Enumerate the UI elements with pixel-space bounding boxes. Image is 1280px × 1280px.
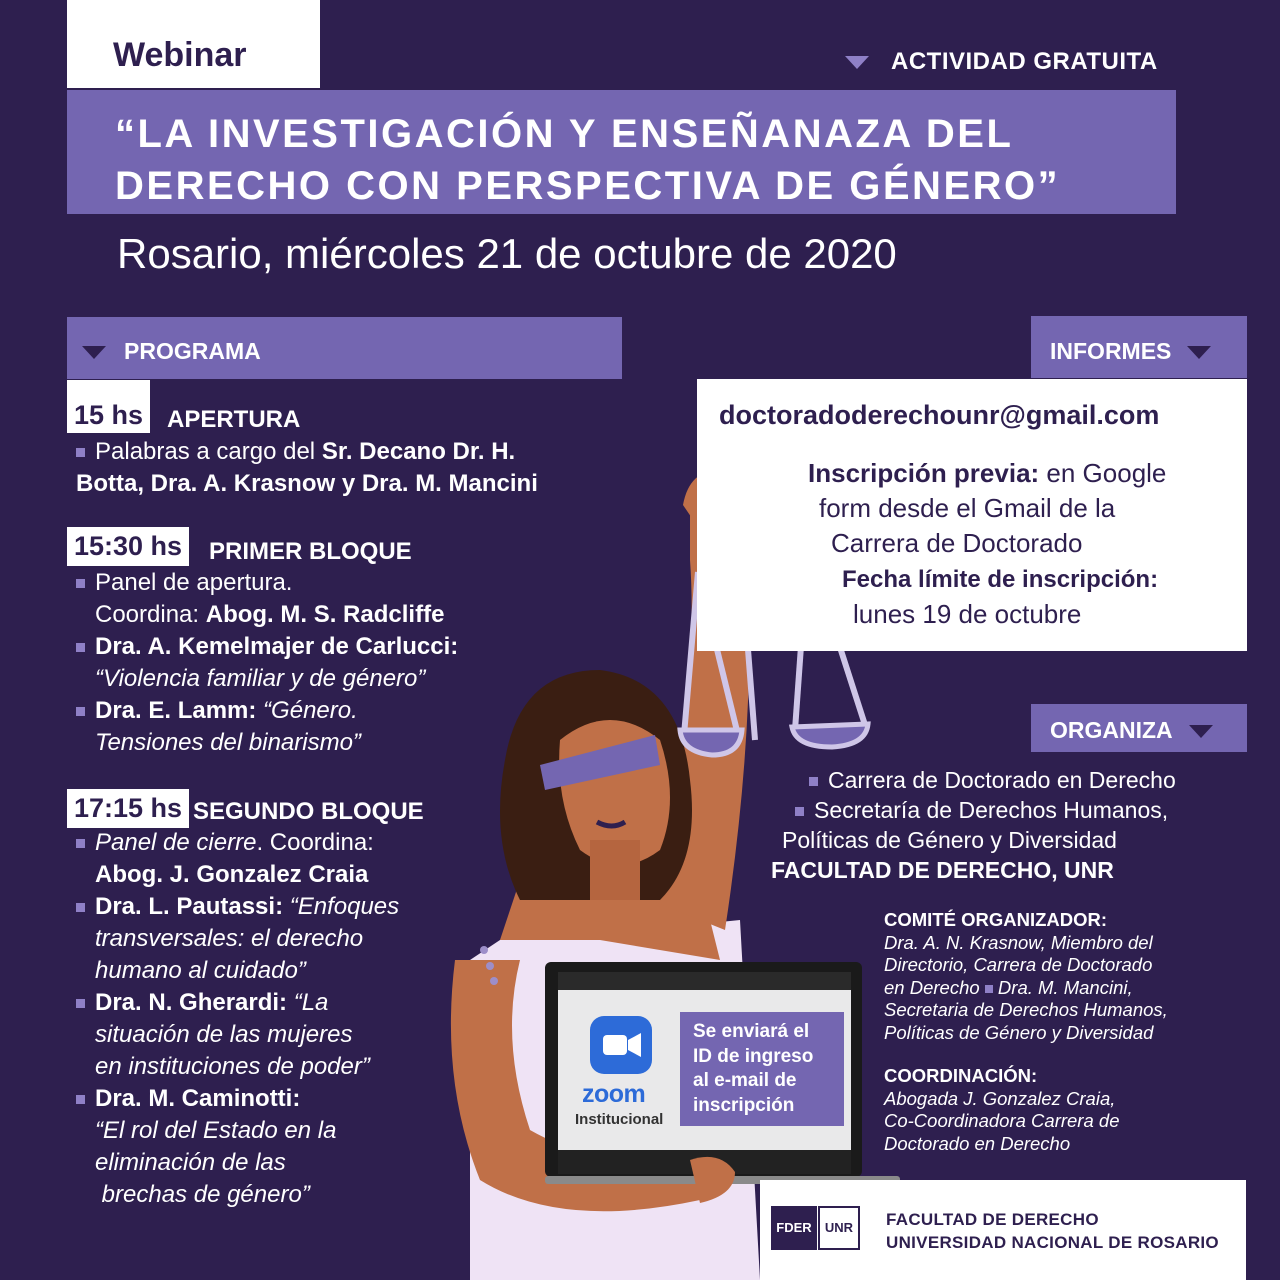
- laptop-titlebar: [558, 972, 851, 990]
- title-line-1: “LA INVESTIGACIÓN Y ENSEÑANAZA DEL: [115, 112, 1014, 156]
- bullet-icon: [76, 448, 85, 457]
- bullet-icon: [76, 1095, 85, 1104]
- inscripcion-line-3: Carrera de Doctorado: [831, 528, 1083, 558]
- bullet-icon: [76, 707, 85, 716]
- list-item: [76, 695, 458, 727]
- programa-label-text: PROGRAMA: [124, 338, 261, 364]
- list-item: [76, 631, 458, 663]
- list-item: [76, 987, 399, 1019]
- list-item: [76, 567, 458, 599]
- organiza-item-text: Secretaría de Derechos Humanos,: [814, 797, 1169, 823]
- fecha-limite-label: [842, 562, 1158, 597]
- segundo-bloque-list: [76, 827, 399, 1211]
- item-italic: eliminación de las: [95, 1149, 286, 1176]
- inscripcion-rest: en Google: [1039, 458, 1167, 488]
- apertura-text: [76, 436, 538, 500]
- contact-email[interactable]: doctoradoderechounr@gmail.com: [719, 400, 1160, 430]
- unr-logo: UNR: [818, 1206, 860, 1250]
- bullet-icon: [76, 643, 85, 652]
- triangle-down-icon: [1187, 346, 1211, 359]
- comite-line: Políticas de Género y Diversidad: [884, 1021, 1154, 1043]
- bullet-icon: [76, 839, 85, 848]
- item-text: Panel de apertura.: [95, 569, 293, 596]
- triangle-down-icon: [845, 56, 869, 69]
- item-bold: Abog. M. S. Radcliffe: [205, 601, 445, 628]
- footer-line-1: FACULTAD DE DERECHO: [886, 1210, 1099, 1229]
- zoom-message-line: ID de ingreso: [693, 1045, 814, 1067]
- informes-label-text: INFORMES: [1050, 338, 1172, 364]
- item-italic: “La: [287, 989, 329, 1016]
- comite-text: en Derecho: [884, 976, 985, 998]
- coordinacion-line: Co-Coordinadora Carrera de: [884, 1110, 1120, 1131]
- item-italic: “Enfoques: [283, 893, 400, 920]
- event-date: Rosario, miércoles 21 de octubre de 2020: [117, 230, 897, 277]
- bullet-icon: [795, 807, 804, 816]
- block-title-segundo: SEGUNDO BLOQUE: [193, 798, 424, 825]
- title-line-2: DERECHO CON PERSPECTIVA DE GÉNERO”: [115, 164, 1061, 208]
- list-item-cont: [76, 1115, 399, 1147]
- comite-line: Secretaria de Derechos Humanos,: [884, 999, 1168, 1020]
- list-item-cont: [76, 1051, 399, 1083]
- item-italic: Panel de cierre: [95, 829, 257, 856]
- organiza-item-2-cont: Políticas de Género y Diversidad: [782, 827, 1117, 853]
- dress-dot: [480, 946, 488, 954]
- item-italic: “Género.: [256, 697, 358, 724]
- item-text: . Coordina:: [256, 829, 374, 856]
- inscripcion-bold: Inscripción previa:: [808, 458, 1040, 488]
- item-italic: transversales: el derecho: [95, 925, 364, 952]
- organiza-item-text: Carrera de Doctorado en Derecho: [828, 767, 1176, 793]
- item-italic: humano al cuidado”: [95, 957, 306, 984]
- inscripcion-line-2: form desde el Gmail de la: [819, 493, 1116, 523]
- item-bold: Dra. L. Pautassi:: [95, 893, 284, 920]
- footer-line-2: UNIVERSIDAD NACIONAL DE ROSARIO: [886, 1233, 1219, 1252]
- bullet-icon: [985, 985, 993, 993]
- free-activity-label: [845, 48, 1158, 76]
- list-item-cont: [76, 727, 458, 759]
- webinar-label: Webinar: [113, 36, 247, 74]
- comite-line: Directorio, Carrera de Doctorado: [884, 954, 1153, 975]
- zoom-message-line: al e-mail de: [693, 1070, 797, 1091]
- list-item-cont: [76, 663, 458, 695]
- zoom-message-line: Se enviará el: [693, 1021, 810, 1042]
- apertura-bold-2: Botta, Dra. A. Krasnow y Dra. M. Mancini: [76, 470, 538, 497]
- item-bold: Abog. J. Gonzalez Craia: [95, 861, 369, 888]
- coordinacion-title: COORDINACIÓN:: [884, 1065, 1038, 1086]
- neck-shape: [590, 840, 640, 900]
- zoom-message-line: inscripción: [693, 1094, 795, 1116]
- coordinacion-line: Abogada J. Gonzalez Craia,: [884, 1087, 1116, 1109]
- dress-dot: [490, 977, 498, 985]
- bullet-icon: [76, 579, 85, 588]
- comite-text: Dra. M. Mancini,: [992, 976, 1133, 998]
- block-title-primer: PRIMER BLOQUE: [209, 538, 412, 565]
- item-bold: Dra. M. Caminotti:: [95, 1085, 301, 1112]
- zoom-camera-body: [603, 1035, 627, 1055]
- organiza-label-text: ORGANIZA: [1050, 717, 1173, 743]
- item-italic: “El rol del Estado en la: [95, 1117, 337, 1144]
- apertura-line-1: [76, 436, 538, 468]
- bullet-icon: [76, 903, 85, 912]
- triangle-down-icon: [82, 346, 106, 359]
- apertura-line-2: [76, 468, 538, 500]
- zoom-message: [693, 1020, 813, 1118]
- inscripcion-line-1: [808, 456, 1166, 491]
- time-badge-1500: [67, 380, 150, 433]
- comite-line: [884, 977, 1168, 1000]
- time-1500: 15 hs: [67, 380, 150, 433]
- item-italic: en instituciones de poder”: [95, 1053, 370, 1080]
- list-item: [76, 891, 399, 923]
- list-item-cont: [76, 1019, 399, 1051]
- list-item-cont: [76, 599, 458, 631]
- time-1530: 15:30 hs: [67, 527, 189, 566]
- bullet-icon: [809, 777, 818, 786]
- block-title-apertura: APERTURA: [167, 406, 301, 433]
- time-1715: 17:15 hs: [67, 789, 189, 828]
- organiza-label: [1050, 717, 1213, 744]
- zoom-institucional: Institucional: [575, 1111, 664, 1128]
- item-italic: Tensiones del binarismo”: [95, 729, 361, 756]
- list-item: [76, 1083, 399, 1115]
- coordinacion-block: [884, 1065, 1119, 1155]
- organiza-item-2: [795, 795, 1168, 825]
- organiza-facultad: FACULTAD DE DERECHO, UNR: [771, 857, 1114, 883]
- item-italic: “Violencia familiar y de género”: [95, 665, 426, 692]
- comite-title: COMITÉ ORGANIZADOR:: [884, 909, 1108, 930]
- item-text: Coordina:: [95, 601, 206, 628]
- fecha-bold: Fecha límite de inscripción:: [842, 566, 1159, 593]
- item-bold: Dra. A. Kemelmajer de Carlucci:: [95, 633, 459, 660]
- triangle-down-icon: [1189, 725, 1213, 738]
- programa-label: [82, 338, 261, 365]
- free-activity-text: ACTIVIDAD GRATUITA: [891, 48, 1158, 75]
- item-bold: Dra. N. Gherardi:: [95, 989, 288, 1016]
- item-bold: Dra. E. Lamm:: [95, 697, 257, 724]
- informes-label: [1050, 338, 1211, 365]
- list-item-cont: [76, 923, 399, 955]
- list-item: [76, 827, 399, 859]
- item-italic: brechas de género”: [95, 1181, 310, 1208]
- scale-pan-right: [792, 724, 868, 747]
- fecha-limite-value: lunes 19 de octubre: [853, 599, 1082, 629]
- list-item-cont: [76, 859, 399, 891]
- apertura-pre: Palabras a cargo del: [95, 438, 322, 465]
- comite-line: Dra. A. N. Krasnow, Miembro del: [884, 931, 1153, 953]
- bullet-icon: [76, 999, 85, 1008]
- fder-logo: FDER: [771, 1206, 817, 1250]
- list-item-cont: [76, 1179, 399, 1211]
- dress-dot: [486, 962, 494, 970]
- footer-institution: [886, 1208, 1219, 1254]
- item-italic: situación de las mujeres: [95, 1021, 353, 1048]
- event-title: [115, 108, 1060, 212]
- organiza-item-1: [809, 765, 1176, 795]
- list-item-cont: [76, 955, 399, 987]
- primer-bloque-list: [76, 567, 458, 759]
- list-item-cont: [76, 1147, 399, 1179]
- zoom-wordmark: zoom: [582, 1080, 646, 1108]
- coordinacion-line: Doctorado en Derecho: [884, 1132, 1071, 1154]
- apertura-bold-1: Sr. Decano Dr. H.: [321, 438, 516, 465]
- comite-block: [884, 909, 1168, 1044]
